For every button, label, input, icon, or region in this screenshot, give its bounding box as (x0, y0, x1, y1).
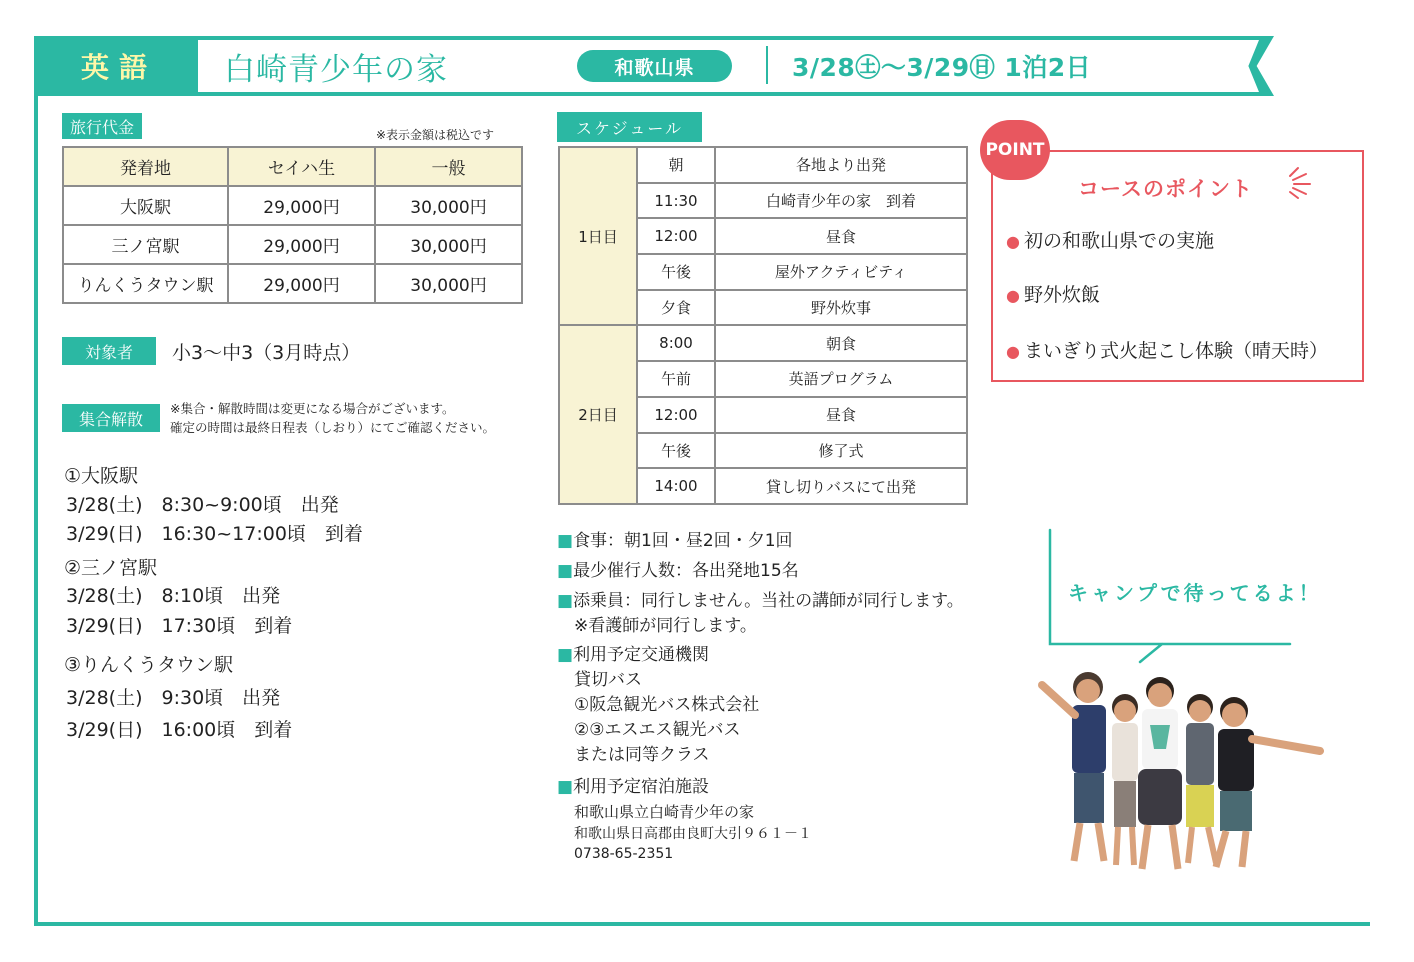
staff-info (557, 589, 964, 614)
activity-cell: 貸し切りバスにて出発 (715, 468, 967, 504)
point-item-text: 初の和歌山県での実施 (1023, 230, 1214, 252)
station-time: 3/28(土) 9:30頃 出発 (66, 687, 281, 709)
activity-cell: 英語プログラム (715, 361, 967, 397)
column-header: 一般 (375, 147, 522, 186)
lodging-phone: 0738-65-2351 (574, 846, 674, 862)
table-cell: 30,000円 (375, 225, 522, 264)
transport-item: ①阪急観光バス株式会社 (574, 695, 760, 715)
square-bullet-icon: ■ (557, 777, 574, 797)
target-text: 小3～中3（3月時点） (172, 342, 361, 364)
meals-info (557, 529, 793, 554)
price-header-row (63, 147, 522, 186)
min-people-text: 最少催行人数：各出発地15名 (573, 561, 799, 581)
time-cell: 朝 (637, 147, 715, 183)
table-cell: 三ノ宮駅 (63, 225, 228, 264)
table-cell: 29,000円 (228, 225, 375, 264)
target-label: 対象者 (62, 337, 156, 365)
activity-cell: 屋外アクティビティ (715, 254, 967, 290)
frame-left-border (34, 36, 38, 926)
course-title: 白崎青少年の家 (224, 52, 448, 88)
time-cell: 12:00 (637, 397, 715, 433)
lodging-name: 和歌山県立白崎青少年の家 (574, 803, 755, 821)
time-cell: 11:30 (637, 183, 715, 219)
point-item (1006, 336, 1328, 363)
time-cell: 夕食 (637, 290, 715, 326)
table-row (63, 225, 522, 264)
activity-cell: 白崎青少年の家 到着 (715, 183, 967, 219)
transport-item: ②③エスエス観光バス (574, 720, 741, 740)
transport-title (557, 643, 709, 668)
column-header: セイハ生 (228, 147, 375, 186)
dot-bullet-icon: ● (1006, 342, 1020, 361)
transport-title-text: 利用予定交通機関 (573, 645, 710, 665)
table-cell: 大阪駅 (63, 186, 228, 225)
table-row (63, 264, 522, 303)
square-bullet-icon: ■ (557, 531, 574, 551)
square-bullet-icon: ■ (557, 591, 574, 611)
time-cell: 午前 (637, 361, 715, 397)
meals-text: 食事：朝1回・昼2回・夕1回 (573, 531, 793, 551)
dot-bullet-icon: ● (1006, 232, 1020, 251)
assembly-note (170, 399, 495, 437)
schedule-table (558, 146, 968, 505)
table-cell: りんくうタウン駅 (63, 264, 228, 303)
time-cell: 14:00 (637, 468, 715, 504)
table-cell: 30,000円 (375, 264, 522, 303)
assembly-label: 集合解散 (62, 404, 160, 432)
lodging-title-text: 利用予定宿泊施設 (573, 777, 710, 797)
table-cell: 29,000円 (228, 186, 375, 225)
frame-bottom-border (34, 922, 1370, 926)
day-cell: 2日目 (559, 325, 637, 503)
day-cell: 1日目 (559, 147, 637, 325)
square-bullet-icon: ■ (557, 561, 574, 581)
column-header: 発着地 (63, 147, 228, 186)
price-label: 旅行代金 (62, 113, 142, 139)
table-row (559, 325, 967, 361)
table-cell: 29,000円 (228, 264, 375, 303)
point-item (1006, 280, 1100, 307)
point-item-text: まいぎり式火起こし体験（晴天時） (1023, 340, 1328, 362)
station-name: ①大阪駅 (64, 465, 139, 487)
activity-cell: 修了式 (715, 433, 967, 469)
emphasis-lines-icon (1284, 164, 1316, 200)
time-cell: 8:00 (637, 325, 715, 361)
table-cell: 30,000円 (375, 186, 522, 225)
time-cell: 12:00 (637, 218, 715, 254)
point-badge: POINT (980, 120, 1050, 180)
transport-item: 貸切バス (574, 670, 642, 690)
staff-note: ※看護師が同行します。 (574, 616, 757, 636)
table-row (559, 147, 967, 183)
speech-text: キャンプで待ってるよ！ (1068, 581, 1322, 605)
min-people-info (557, 559, 799, 584)
station-time: 3/29(日) 17:30頃 到着 (66, 615, 293, 637)
time-cell: 午後 (637, 433, 715, 469)
activity-cell: 朝食 (715, 325, 967, 361)
tax-note: ※表示金額は税込です (376, 128, 495, 142)
station-name: ②三ノ宮駅 (64, 557, 158, 579)
time-cell: 午後 (637, 254, 715, 290)
trip-dates: 3/28㊏～3/29㊐ 1泊2日 (792, 53, 1092, 82)
prefecture-badge: 和歌山県 (577, 50, 732, 82)
table-row (63, 186, 522, 225)
assembly-note-line: ※集合・解散時間は変更になる場合がございます。 (170, 401, 455, 416)
point-item-text: 野外炊飯 (1023, 284, 1100, 306)
station-time: 3/29(日) 16:00頃 到着 (66, 719, 293, 741)
station-time: 3/28(土) 8:30~9:00頃 出発 (66, 494, 339, 516)
price-table (62, 146, 523, 304)
transport-item: または同等クラス (574, 745, 710, 765)
activity-cell: 各地より出発 (715, 147, 967, 183)
lodging-title (557, 775, 709, 800)
station-time: 3/29(日) 16:30~17:00頃 到着 (66, 523, 363, 545)
subject-label: 英語 (80, 51, 157, 84)
assembly-note-line: 確定の時間は最終日程表（しおり）にてご確認ください。 (170, 420, 496, 435)
children-photo (1020, 665, 1350, 875)
activity-cell: 野外炊事 (715, 290, 967, 326)
staff-text: 添乗員：同行しません。当社の講師が同行します。 (573, 591, 964, 611)
station-time: 3/28(土) 8:10頃 出発 (66, 585, 281, 607)
activity-cell: 昼食 (715, 218, 967, 254)
point-item (1006, 226, 1214, 253)
header-divider (766, 46, 768, 84)
lodging-address: 和歌山県日高郡由良町大引９６１－１ (574, 826, 812, 842)
station-name: ③りんくうタウン駅 (64, 654, 234, 676)
square-bullet-icon: ■ (557, 645, 574, 665)
point-title: コースのポイント (1078, 177, 1253, 201)
schedule-label: スケジュール (557, 112, 702, 142)
activity-cell: 昼食 (715, 397, 967, 433)
dot-bullet-icon: ● (1006, 286, 1020, 305)
